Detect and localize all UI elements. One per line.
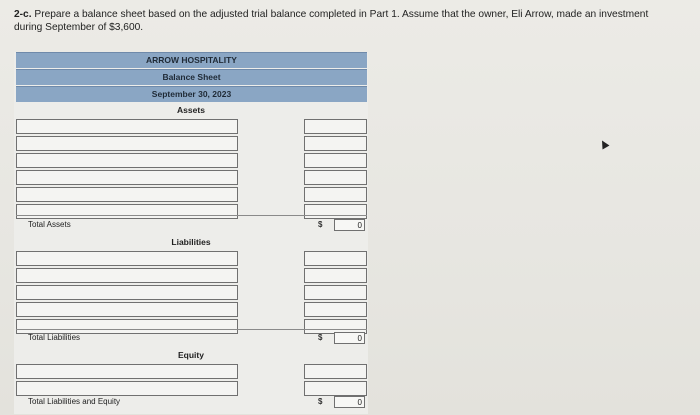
- liabilities-heading: Liabilities: [171, 237, 211, 247]
- statement-date: September 30, 2023: [16, 86, 367, 102]
- equity-name-input[interactable]: [16, 364, 238, 379]
- asset-row[interactable]: [16, 119, 367, 134]
- statement-title: Balance Sheet: [16, 69, 367, 85]
- total-liabilities-label: Total Liabilities: [28, 333, 81, 342]
- total-liabilities-currency: $: [318, 333, 323, 342]
- liability-name-input[interactable]: [16, 251, 238, 266]
- total-liabilities-equity-value: 0: [334, 396, 365, 408]
- equity-heading: Equity: [178, 350, 204, 360]
- asset-name-input[interactable]: [16, 204, 238, 219]
- asset-row[interactable]: [16, 187, 367, 202]
- asset-name-input[interactable]: [16, 170, 238, 185]
- balance-sheet-form: [14, 52, 368, 414]
- asset-name-input[interactable]: [16, 136, 238, 151]
- asset-row[interactable]: [16, 153, 367, 168]
- liability-row[interactable]: [16, 268, 367, 283]
- liability-name-input[interactable]: [16, 302, 238, 317]
- asset-name-input[interactable]: [16, 119, 238, 134]
- question-body: Prepare a balance sheet based on the adjusted trial balance completed in Part 1. Assume that the owner, Eli Arrow, made an investment during September of $3,600.: [14, 9, 649, 33]
- liability-amount-input[interactable]: [304, 251, 367, 266]
- liability-row[interactable]: [16, 285, 367, 300]
- divider: [16, 215, 367, 216]
- company-name: ARROW HOSPITALITY: [16, 52, 367, 68]
- question-text: [14, 8, 674, 34]
- liability-amount-input[interactable]: [304, 302, 367, 317]
- total-liabilities-value: 0: [334, 332, 365, 344]
- liability-name-input[interactable]: [16, 268, 238, 283]
- liability-amount-input[interactable]: [304, 285, 367, 300]
- total-liabilities-equity-label: Total Liabilities and Equity: [28, 397, 121, 406]
- asset-row[interactable]: [16, 204, 367, 219]
- liability-amount-input[interactable]: [304, 268, 367, 283]
- asset-amount-input[interactable]: [304, 119, 367, 134]
- liability-name-input[interactable]: [16, 285, 238, 300]
- total-assets-currency: $: [318, 220, 323, 229]
- equity-amount-input[interactable]: [304, 364, 367, 379]
- equity-amount-input[interactable]: [304, 381, 367, 396]
- asset-name-input[interactable]: [16, 153, 238, 168]
- asset-row[interactable]: [16, 170, 367, 185]
- asset-row[interactable]: [16, 136, 367, 151]
- liability-row[interactable]: [16, 302, 367, 317]
- asset-amount-input[interactable]: [304, 136, 367, 151]
- divider: [16, 329, 367, 330]
- asset-name-input[interactable]: [16, 187, 238, 202]
- question-label: 2-c.: [14, 9, 32, 20]
- asset-amount-input[interactable]: [304, 153, 367, 168]
- equity-name-input[interactable]: [16, 381, 238, 396]
- asset-amount-input[interactable]: [304, 187, 367, 202]
- assets-heading: Assets: [177, 105, 205, 115]
- asset-amount-input[interactable]: [304, 204, 367, 219]
- total-liabilities-row: [16, 332, 367, 346]
- mouse-cursor-icon: [599, 139, 610, 150]
- total-liabilities-equity-currency: $: [318, 397, 323, 406]
- total-assets-label: Total Assets: [28, 220, 71, 229]
- equity-row[interactable]: [16, 364, 367, 379]
- liability-row[interactable]: [16, 251, 367, 266]
- equity-row[interactable]: [16, 381, 367, 396]
- total-liabilities-equity-row: [16, 396, 367, 410]
- total-assets-row: [16, 219, 367, 233]
- total-assets-value: 0: [334, 219, 365, 231]
- asset-amount-input[interactable]: [304, 170, 367, 185]
